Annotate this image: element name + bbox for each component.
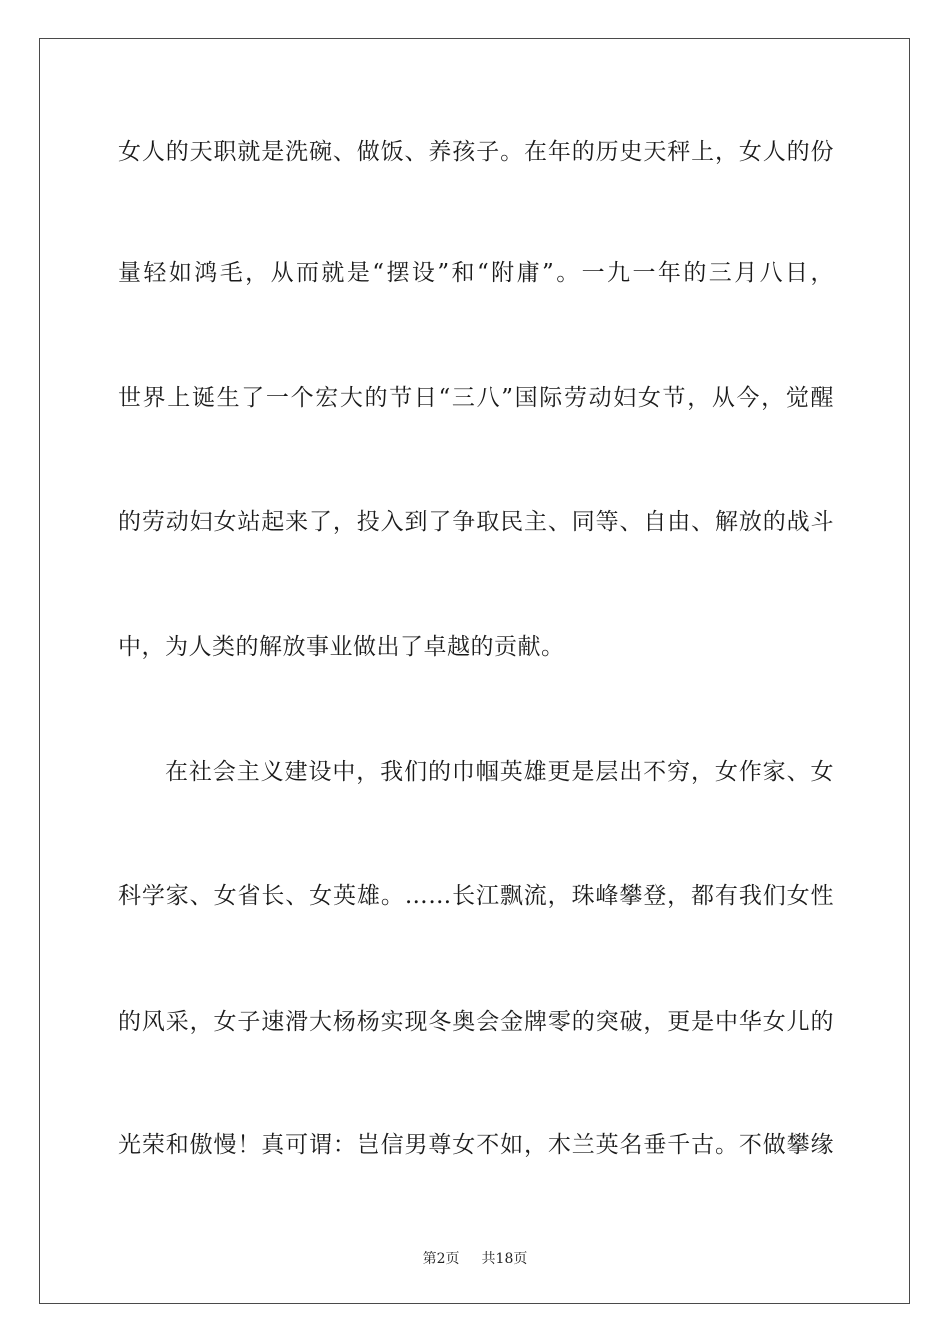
paragraph-line: 在社会主义建设中，我们的巾帼英雄更是层出不穷，女作家、女 bbox=[165, 759, 834, 785]
paragraph-line: 中，为人类的解放事业做出了卓越的贡献。 bbox=[118, 634, 565, 660]
paragraph-line: 的风采，女子速滑大杨杨实现冬奥会金牌零的突破，更是中华女儿的 bbox=[118, 1009, 834, 1035]
page-total: 共18页 bbox=[481, 1251, 528, 1267]
paragraph-line: 科学家、女省长、女英雄。……长江飘流，珠峰攀登，都有我们女性 bbox=[118, 883, 834, 909]
paragraph-line: 的劳动妇女站起来了，投入到了争取民主、同等、自由、解放的战斗 bbox=[118, 509, 834, 535]
paragraph-line: 量轻如鸿毛，从而就是“摆设”和“附庸”。一九一年的三月八日， bbox=[118, 260, 834, 286]
page-number: 第2页 bbox=[422, 1251, 460, 1267]
page-footer bbox=[0, 1248, 950, 1268]
page-frame bbox=[39, 38, 910, 1304]
paragraph-line: 世界上诞生了一个宏大的节日“三八”国际劳动妇女节，从今，觉醒 bbox=[118, 385, 834, 411]
paragraph-line: 光荣和傲慢！真可谓：岂信男尊女不如，木兰英名垂千古。不做攀缘 bbox=[118, 1132, 834, 1158]
paragraph-line: 女人的天职就是洗碗、做饭、养孩子。在年的历史天秤上，女人的份 bbox=[118, 139, 834, 165]
